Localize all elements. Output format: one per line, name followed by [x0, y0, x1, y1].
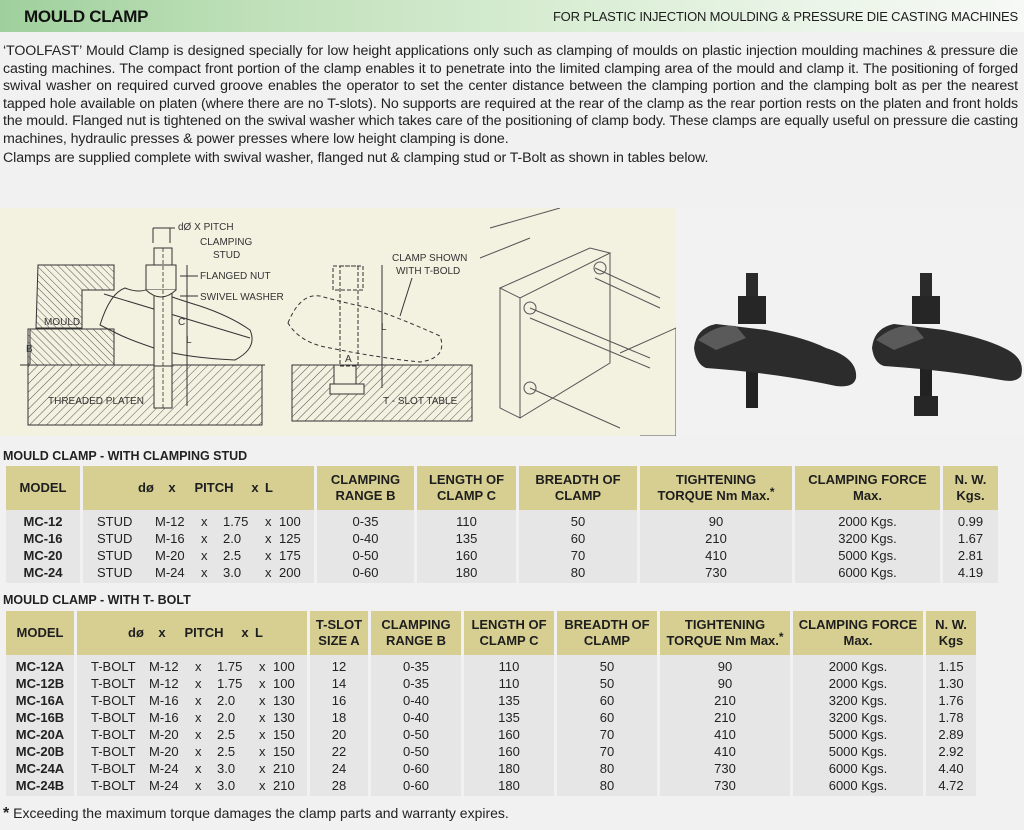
desc-kind: T-BOLT [91, 659, 136, 674]
tbolt-table-body [6, 655, 976, 796]
cell-torque: 410 [640, 547, 792, 564]
cell-t-slot: 16 [310, 692, 368, 709]
cell-clamping-force: 5000 Kgs. [793, 743, 923, 760]
cell-model: MC-12B [6, 675, 74, 692]
header-band [0, 0, 1024, 32]
desc-pitch: 2.0 [217, 693, 236, 708]
cell-description [83, 530, 314, 547]
cell-length: 180 [464, 760, 554, 777]
stud-table [3, 466, 1001, 583]
cell-clamping-range: 0-60 [317, 564, 414, 583]
cell-length: 180 [464, 777, 554, 796]
tbolt-table-title: MOULD CLAMP - WITH T- BOLT [3, 593, 191, 607]
machine-isometric-drawing [480, 208, 676, 436]
cell-torque: 730 [640, 564, 792, 583]
desc-x: x [265, 514, 272, 529]
cell-net-weight: 4.19 [943, 564, 998, 583]
label-swivel-washer: SWIVEL WASHER [200, 292, 284, 303]
cell-description [77, 726, 307, 743]
cell-clamping-range: 0-40 [371, 709, 461, 726]
cell-model: MC-16A [6, 692, 74, 709]
cell-model: MC-24 [6, 564, 80, 583]
cell-breadth: 80 [557, 777, 657, 796]
desc-x: x [201, 514, 208, 529]
desc-pitch: 2.0 [217, 710, 236, 725]
page-title: MOULD CLAMP [24, 7, 149, 26]
header-clamping-force: CLAMPING FORCE Max. [795, 466, 940, 510]
header-desc-x1: x [168, 480, 176, 495]
cell-net-weight: 4.40 [926, 760, 976, 777]
desc-x: x [195, 761, 202, 776]
label-mould: MOULD [44, 317, 81, 328]
desc-thread: M-16 [149, 693, 179, 708]
cell-model: MC-24B [6, 777, 74, 796]
desc-kind: T-BOLT [91, 744, 136, 759]
cell-t-slot: 22 [310, 743, 368, 760]
cell-clamping-force: 5000 Kgs. [795, 547, 940, 564]
header-model: MODEL [6, 466, 80, 510]
desc-x: x [259, 761, 266, 776]
desc-length: 210 [273, 778, 295, 793]
cell-clamping-range: 0-35 [371, 655, 461, 675]
cell-breadth: 60 [557, 692, 657, 709]
cell-torque: 210 [660, 692, 790, 709]
desc-thread: M-24 [149, 778, 179, 793]
technical-drawing [0, 208, 676, 436]
cell-clamping-force: 3200 Kgs. [793, 709, 923, 726]
header-model: MODEL [6, 611, 74, 655]
cell-net-weight: 1.76 [926, 692, 976, 709]
mould-block [28, 265, 114, 365]
label-t-slot-table: T - SLOT TABLE [383, 396, 458, 407]
desc-x: x [195, 710, 202, 725]
clamp-photos-svg [676, 208, 1024, 436]
label-flanged-nut: FLANGED NUT [200, 271, 271, 282]
cell-breadth: 80 [519, 564, 637, 583]
cell-t-slot: 20 [310, 726, 368, 743]
cell-t-slot: 14 [310, 675, 368, 692]
cell-breadth: 60 [557, 709, 657, 726]
cell-net-weight: 1.30 [926, 675, 976, 692]
header-desc-l: L [265, 480, 273, 495]
desc-thread: M-24 [155, 565, 185, 580]
footnote-mark: * [3, 805, 10, 822]
cell-length: 135 [464, 709, 554, 726]
desc-kind: STUD [97, 565, 133, 580]
desc-pitch: 1.75 [217, 676, 243, 691]
header-breadth: BREADTH OF CLAMP [519, 466, 637, 510]
cell-description [77, 655, 307, 675]
header-clamping-range: CLAMPING RANGE B [371, 611, 461, 655]
table-row [6, 760, 976, 777]
cell-model: MC-20B [6, 743, 74, 760]
threaded-platen [28, 365, 262, 425]
cell-torque: 730 [660, 777, 790, 796]
tbolt-header-row [6, 611, 976, 655]
desc-kind: STUD [97, 514, 133, 529]
cell-length: 160 [417, 547, 516, 564]
desc-kind: T-BOLT [91, 710, 136, 725]
desc-x: x [201, 565, 208, 580]
cell-net-weight: 2.81 [943, 547, 998, 564]
desc-x: x [195, 744, 202, 759]
desc-x: x [265, 531, 272, 546]
table-row [6, 655, 976, 675]
cell-clamping-range: 0-35 [317, 510, 414, 530]
cell-length: 135 [464, 692, 554, 709]
cell-description [83, 547, 314, 564]
cell-torque: 90 [660, 655, 790, 675]
desc-x: x [201, 548, 208, 563]
cell-clamping-force: 2000 Kgs. [793, 675, 923, 692]
header-net-weight: N. W. Kgs [926, 611, 976, 655]
cell-net-weight: 2.89 [926, 726, 976, 743]
desc-x: x [259, 744, 266, 759]
cell-clamping-range: 0-60 [371, 760, 461, 777]
table-row [6, 530, 998, 547]
table-row [6, 743, 976, 760]
cell-torque: 410 [660, 726, 790, 743]
header-desc-l: L [255, 625, 263, 640]
cell-clamping-range: 0-40 [317, 530, 414, 547]
desc-x: x [195, 727, 202, 742]
cell-length: 110 [464, 675, 554, 692]
table-row [6, 675, 976, 692]
header-desc [83, 466, 314, 510]
cell-length: 180 [417, 564, 516, 583]
cell-model: MC-20 [6, 547, 80, 564]
label-clamp-shown: CLAMP SHOWN [392, 253, 468, 264]
cell-model: MC-12 [6, 510, 80, 530]
label-with-t-bold: WITH T-BOLD [396, 266, 461, 277]
cell-clamping-range: 0-40 [371, 692, 461, 709]
cell-description [77, 760, 307, 777]
desc-kind: T-BOLT [91, 778, 136, 793]
clamp-with-stud-photo [694, 273, 856, 408]
label-b: B [26, 344, 33, 355]
cell-description [83, 510, 314, 530]
cell-clamping-force: 3200 Kgs. [795, 530, 940, 547]
desc-thread: M-20 [149, 744, 179, 759]
desc-pitch: 1.75 [217, 659, 243, 674]
desc-x: x [259, 659, 266, 674]
cell-breadth: 80 [557, 760, 657, 777]
desc-x: x [259, 676, 266, 691]
header-torque: TIGHTENING TORQUE Nm Max.* [640, 466, 792, 510]
table-row [6, 564, 998, 583]
stud-table-body [6, 510, 998, 583]
desc-length: 175 [279, 548, 301, 563]
cell-length: 160 [464, 743, 554, 760]
page-subtitle: FOR PLASTIC INJECTION MOULDING & PRESSURE DIE CASTING MACHINES [552, 9, 1018, 24]
desc-x: x [195, 693, 202, 708]
table-row [6, 726, 976, 743]
header-desc [77, 611, 307, 655]
table-row [6, 547, 998, 564]
desc-thread: M-20 [155, 548, 185, 563]
cell-torque: 410 [660, 743, 790, 760]
desc-pitch: 2.5 [217, 744, 236, 759]
cell-net-weight: 2.92 [926, 743, 976, 760]
header-torque: TIGHTENING TORQUE Nm Max.* [660, 611, 790, 655]
cell-clamping-range: 0-60 [371, 777, 461, 796]
cell-description [77, 709, 307, 726]
desc-x: x [265, 565, 272, 580]
desc-length: 100 [273, 659, 295, 674]
header-breadth: BREADTH OF CLAMP [557, 611, 657, 655]
supply-note: Clamps are supplied complete with swival washer, flanged nut & clamping stud or T-Bolt as shown in tables below. [3, 150, 709, 166]
desc-kind: STUD [97, 548, 133, 563]
desc-thread: M-16 [149, 710, 179, 725]
header-desc-d: dø [138, 480, 154, 495]
cell-clamping-range: 0-35 [371, 675, 461, 692]
desc-length: 130 [273, 710, 295, 725]
cell-description [77, 743, 307, 760]
cell-length: 135 [417, 530, 516, 547]
cell-clamping-force: 6000 Kgs. [793, 760, 923, 777]
cell-length: 160 [464, 726, 554, 743]
header-desc-pitch: PITCH [184, 625, 224, 640]
desc-length: 125 [279, 531, 301, 546]
desc-kind: T-BOLT [91, 693, 136, 708]
cell-net-weight: 1.15 [926, 655, 976, 675]
stud-table-title: MOULD CLAMP - WITH CLAMPING STUD [3, 449, 248, 463]
desc-x: x [259, 693, 266, 708]
clamp-with-t-bolt-photo [872, 273, 1022, 416]
intro-text [3, 43, 1018, 168]
desc-x: x [259, 710, 266, 725]
label-l: L [186, 335, 192, 346]
cell-model: MC-12A [6, 655, 74, 675]
desc-kind: T-BOLT [91, 676, 136, 691]
table-row [6, 709, 976, 726]
cell-description [77, 777, 307, 796]
product-photo [676, 208, 1024, 436]
cell-model: MC-24A [6, 760, 74, 777]
cell-model: MC-20A [6, 726, 74, 743]
desc-kind: STUD [97, 531, 133, 546]
desc-kind: T-BOLT [91, 761, 136, 776]
desc-pitch: 2.5 [217, 727, 236, 742]
cell-model: MC-16B [6, 709, 74, 726]
footnote-text: Exceeding the maximum torque damages the clamp parts and warranty expires. [9, 805, 509, 821]
header-desc-x2: x [241, 625, 249, 640]
intro-paragraph: ‘TOOLFAST’ Mould Clamp is designed specially for low height applications only such as clamping of moulds on plastic injection moulding machines & pressure die casting machines. The compact front portion of the clamp enables it to penetrate into the limited clamping area of the mould and clamp it. The positioning of forged swival washer on required curved groove enables the operator to set the center distance between the clamping portion and the clamping bolt as per the nearest tapped hole available on platen (where there are no T-slots). No supports are required at the rear of the clamp as the rear portion rests on the platen and front holds the mould. Flanged nut is tightened on the swival washer which takes care of the positioning of clamp body. These clamps are equally useful on pressure die casting machines, hydraulic presses & power presses where low height clamping is done. [3, 43, 1018, 147]
cell-breadth: 60 [519, 530, 637, 547]
cell-torque: 210 [640, 530, 792, 547]
desc-pitch: 2.5 [223, 548, 242, 563]
cell-clamping-force: 5000 Kgs. [793, 726, 923, 743]
cell-net-weight: 4.72 [926, 777, 976, 796]
table-row [6, 510, 998, 530]
desc-x: x [195, 659, 202, 674]
desc-pitch: 3.0 [223, 565, 242, 580]
cell-breadth: 50 [557, 655, 657, 675]
cell-length: 110 [417, 510, 516, 530]
header-desc-pitch: PITCH [194, 480, 234, 495]
header-t-slot: T-SLOT SIZE A [310, 611, 368, 655]
cell-clamping-force: 6000 Kgs. [793, 777, 923, 796]
desc-pitch: 1.75 [223, 514, 249, 529]
tbolt-table [3, 611, 979, 796]
cell-model: MC-16 [6, 530, 80, 547]
label-clamping: CLAMPING [200, 237, 253, 248]
desc-thread: M-20 [149, 727, 179, 742]
cell-clamping-force: 2000 Kgs. [795, 510, 940, 530]
cell-t-slot: 28 [310, 777, 368, 796]
desc-length: 100 [279, 514, 301, 529]
cell-clamping-range: 0-50 [371, 726, 461, 743]
cell-breadth: 50 [519, 510, 637, 530]
cell-clamping-range: 0-50 [317, 547, 414, 564]
desc-length: 100 [273, 676, 295, 691]
cell-net-weight: 0.99 [943, 510, 998, 530]
cell-torque: 90 [660, 675, 790, 692]
header-desc-x2: x [251, 480, 259, 495]
desc-thread: M-24 [149, 761, 179, 776]
desc-thread: M-12 [155, 514, 185, 529]
cell-description [77, 692, 307, 709]
footnote [3, 805, 509, 823]
cell-clamping-force: 6000 Kgs. [795, 564, 940, 583]
header-clamping-force: CLAMPING FORCE Max. [793, 611, 923, 655]
label-c: C [178, 317, 186, 328]
cell-net-weight: 1.78 [926, 709, 976, 726]
desc-x: x [259, 727, 266, 742]
header-desc-x1: x [158, 625, 166, 640]
cell-torque: 90 [640, 510, 792, 530]
desc-length: 210 [273, 761, 295, 776]
table-row [6, 692, 976, 709]
desc-length: 150 [273, 727, 295, 742]
header-length: LENGTH OF CLAMP C [464, 611, 554, 655]
desc-thread: M-12 [149, 676, 179, 691]
desc-length: 150 [273, 744, 295, 759]
cell-net-weight: 1.67 [943, 530, 998, 547]
header-length: LENGTH OF CLAMP C [417, 466, 516, 510]
cell-clamping-force: 2000 Kgs. [793, 655, 923, 675]
label-stud: STUD [213, 250, 241, 261]
desc-x: x [195, 676, 202, 691]
cell-length: 110 [464, 655, 554, 675]
cell-t-slot: 12 [310, 655, 368, 675]
cell-breadth: 70 [519, 547, 637, 564]
header-desc-d: dø [128, 625, 144, 640]
desc-length: 130 [273, 693, 295, 708]
cell-torque: 210 [660, 709, 790, 726]
desc-pitch: 2.0 [223, 531, 242, 546]
header-net-weight: N. W. Kgs. [943, 466, 998, 510]
desc-x: x [259, 778, 266, 793]
desc-thread: M-16 [155, 531, 185, 546]
cell-t-slot: 18 [310, 709, 368, 726]
desc-pitch: 3.0 [217, 778, 236, 793]
cell-description [83, 564, 314, 583]
drawing-svg [0, 208, 676, 436]
desc-x: x [265, 548, 272, 563]
cell-breadth: 70 [557, 726, 657, 743]
cell-torque: 730 [660, 760, 790, 777]
desc-kind: T-BOLT [91, 727, 136, 742]
desc-length: 200 [279, 565, 301, 580]
desc-x: x [195, 778, 202, 793]
desc-x: x [201, 531, 208, 546]
cell-description [77, 675, 307, 692]
desc-pitch: 3.0 [217, 761, 236, 776]
cell-breadth: 70 [557, 743, 657, 760]
cell-t-slot: 24 [310, 760, 368, 777]
label-a: A [345, 354, 352, 365]
cell-clamping-range: 0-50 [371, 743, 461, 760]
header-clamping-range: CLAMPING RANGE B [317, 466, 414, 510]
table-row [6, 777, 976, 796]
label-threaded-platen: THREADED PLATEN [48, 396, 144, 407]
label-l2: L [381, 322, 387, 333]
label-d-pitch: dØ X PITCH [178, 222, 234, 233]
cell-breadth: 50 [557, 675, 657, 692]
stud-header-row [6, 466, 998, 510]
desc-thread: M-12 [149, 659, 179, 674]
cell-clamping-force: 3200 Kgs. [793, 692, 923, 709]
